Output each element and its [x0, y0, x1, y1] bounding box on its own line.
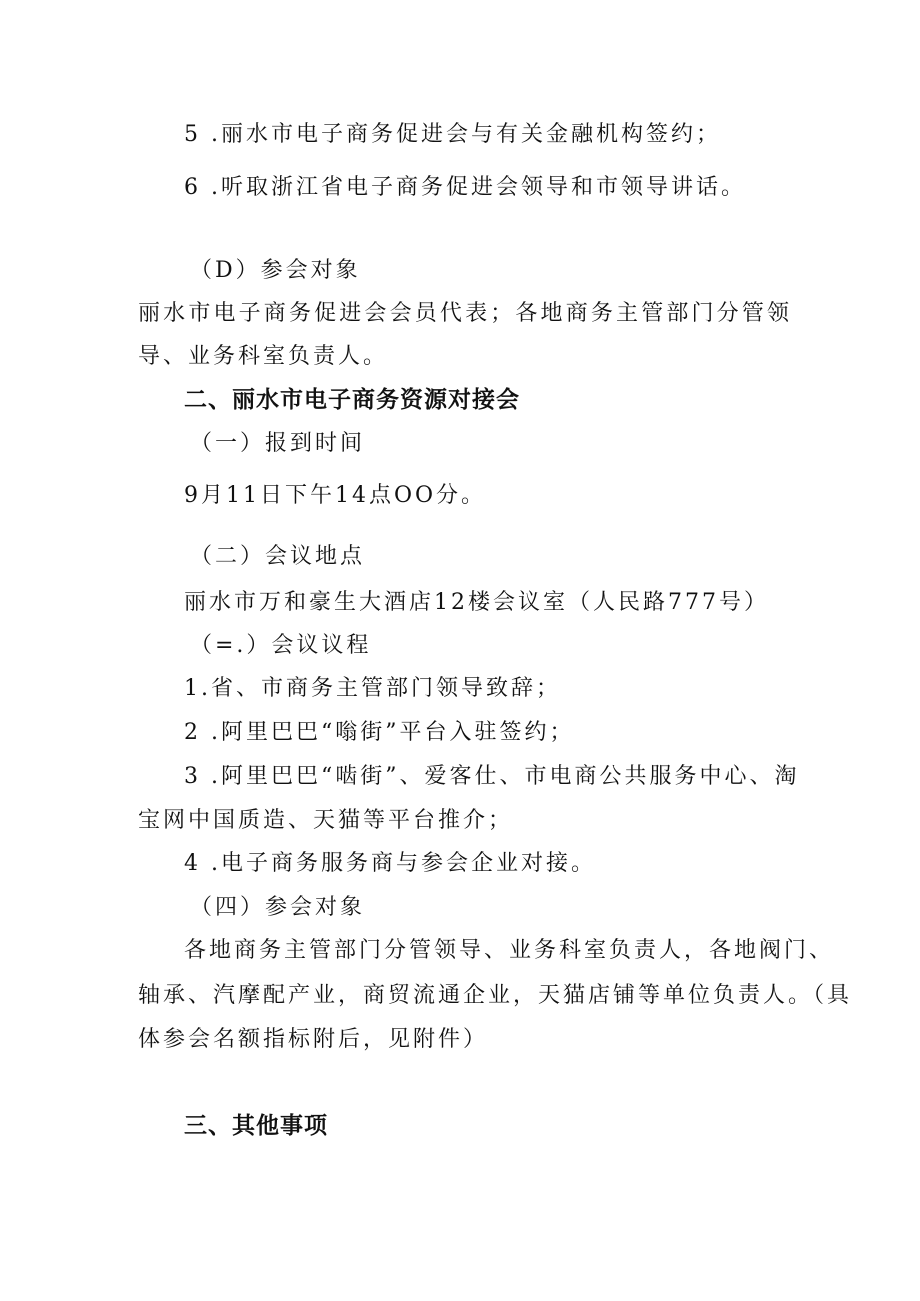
- participants-line-3: 体参会名额指标附后，见附件）: [138, 1027, 489, 1052]
- agenda-item-2: 2 .阿里巴巴“嗡街”平台入驻签约；: [184, 720, 575, 745]
- section-3-title: 三、其他事项: [184, 1113, 328, 1139]
- agenda-item-3-line-1: 3 .阿里巴巴“啮街”、爱客仕、市电商公共服务中心、淘: [184, 764, 800, 789]
- venue-text: 丽水市万和豪生大酒店12楼会议室（人民路777号）: [184, 590, 769, 615]
- section-2-title: 二、丽水市电子商务资源对接会: [184, 387, 520, 413]
- agenda-item-5: 5 .丽水市电子商务促进会与有关金融机构签约；: [184, 122, 721, 147]
- participants-line-1: 各地商务主管部门分管领导、业务科室负责人，各地阀门、: [184, 938, 835, 963]
- heading-venue: （二）会议地点: [190, 544, 366, 569]
- agenda-item-1: 1.省、市商务主管部门领导致辞；: [184, 676, 561, 701]
- heading-participants: （四）参会对象: [190, 895, 366, 920]
- attendees-text-line-2: 导、业务科室负责人。: [138, 344, 389, 369]
- agenda-item-4: 4 .电子商务服务商与参会企业对接。: [184, 851, 596, 876]
- heading-attendees-d: （D）参会对象: [190, 258, 361, 283]
- heading-checkin-time: （一）报到时间: [190, 431, 366, 456]
- checkin-time-text: 9月11日下午14点OO分。: [184, 483, 487, 508]
- agenda-item-3-line-2: 宝网中国质造、天猫等平台推介；: [138, 808, 514, 833]
- participants-line-2: 轴承、汽摩配产业，商贸流通企业，天猫店铺等单位负责人。（具: [138, 983, 853, 1008]
- attendees-text-line-1: 丽水市电子商务促进会会员代表；各地商务主管部门分管领: [138, 301, 792, 326]
- agenda-item-6: 6 .听取浙江省电子商务促进会领导和市领导讲话。: [184, 175, 746, 200]
- heading-agenda: （=.）会议议程: [190, 633, 372, 658]
